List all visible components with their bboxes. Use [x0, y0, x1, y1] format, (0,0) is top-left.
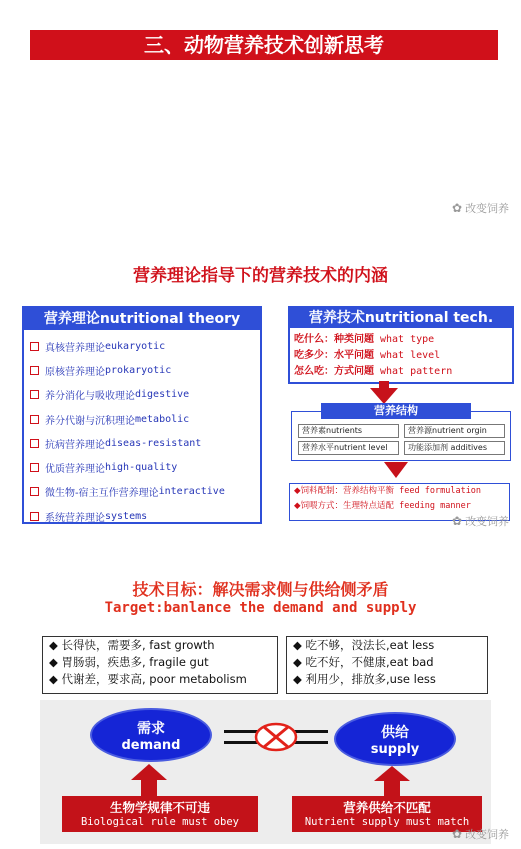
theory-item-en: interactive: [158, 486, 225, 498]
checkbox-icon: [30, 342, 39, 351]
theory-item: [30, 358, 260, 382]
checkbox-icon: [30, 415, 39, 424]
theory-list: [24, 330, 260, 528]
theory-item-zh: 系统营养理论: [45, 512, 105, 524]
section2-title-en: Target:banlance the demand and supply: [104, 600, 417, 616]
theory-item-zh: 微生物-宿主互作营养理论: [45, 488, 159, 500]
formulation-row: [290, 484, 509, 499]
demand-item: ◆ 长得快，需要多, fast growth: [49, 638, 215, 652]
theory-panel-title: 营养理论nutritional theory: [24, 308, 260, 330]
structure-cell: 功能添加剂 additives: [404, 441, 505, 455]
theory-item: [30, 383, 260, 407]
theory-item-en: systems: [105, 510, 148, 522]
supply-item: ◆ 吃不好，不健康,eat bad: [293, 655, 434, 669]
theory-item-zh: 养分代谢与沉积理论: [45, 415, 135, 427]
demand-item: ◆ 胃肠弱，疾患多, fragile gut: [49, 655, 209, 669]
watermark-text: 改变饲养: [465, 515, 510, 528]
not-equal-icon: [224, 720, 328, 754]
theory-item-zh: 养分消化与吸收理论: [45, 391, 135, 403]
demand-oval-en: demand: [121, 738, 181, 753]
wechat-icon: ✿: [452, 827, 463, 841]
tech-row: [294, 364, 512, 380]
wechat-icon: ✿: [452, 514, 463, 528]
down-arrow-icon: [370, 388, 398, 404]
theory-item-en: eukaryotic: [105, 340, 166, 352]
tech-row: [294, 332, 512, 348]
structure-title: 营养结构: [321, 403, 471, 419]
theory-item-en: diseas-resistant: [105, 437, 202, 449]
structure-cell: 营养源nutrient orgin: [404, 424, 505, 438]
supply-oval: [334, 712, 456, 766]
tech-question: 怎么吃：: [294, 366, 334, 377]
demand-oval-zh: 需求: [137, 721, 165, 737]
tech-en: what pattern: [380, 366, 453, 377]
structure-cell: 营养水平nutrient level: [298, 441, 399, 455]
tech-en: what type: [380, 334, 435, 345]
theory-item-zh: 优质营养理论: [45, 464, 105, 476]
checkbox-icon: [30, 439, 39, 448]
theory-item-zh: 原核营养理论: [45, 366, 105, 378]
theory-item: [30, 431, 260, 455]
watermark-text: 改变饲养: [465, 828, 510, 841]
theory-item-zh: 真核营养理论: [45, 342, 105, 354]
demand-item: ◆ 代谢差，要求高, poor metabolism: [49, 672, 247, 686]
formulation-zh: ◆饲料配制：营养结构平衡: [294, 486, 395, 496]
watermark-text: 改变饲养: [465, 202, 510, 215]
supply-oval-zh: 供给: [381, 725, 409, 741]
down-arrow-icon: [384, 462, 408, 478]
tech-answer: 水平问题: [334, 350, 374, 361]
watermark: [452, 200, 509, 216]
up-arrow-icon: [374, 766, 410, 796]
formulation-en: feeding manner: [394, 501, 471, 511]
tech-panel: [288, 306, 514, 384]
supply-item: ◆ 利用少，排放多,use less: [293, 672, 436, 686]
bio-rule-en: Biological rule must obey: [80, 816, 240, 828]
bio-rule-zh: 生物学规律不可违: [109, 800, 210, 815]
tech-question: 吃多少：: [294, 350, 334, 361]
tech-answer: 方式问题: [334, 366, 374, 377]
theory-item-en: metabolic: [135, 413, 190, 425]
structure-cell: 营养素nutrients: [298, 424, 399, 438]
tech-en: what level: [380, 350, 441, 361]
bio-rule-box: [62, 796, 258, 832]
theory-item: [30, 480, 260, 504]
demand-list: [42, 636, 278, 694]
theory-item: [30, 407, 260, 431]
supply-item: ◆ 吃不够，没法长,eat less: [293, 638, 435, 652]
checkbox-icon: [30, 487, 39, 496]
theory-item: [30, 504, 260, 528]
section2-title-cn: 技术目标：解决需求侧与供给侧矛盾: [132, 580, 389, 599]
theory-item: [30, 334, 260, 358]
wechat-icon: ✿: [452, 201, 463, 215]
section1-title: 营养理论指导下的营养技术的内涵: [133, 266, 388, 286]
theory-item-zh: 抗病营养理论: [45, 439, 105, 451]
demand-oval: [90, 708, 212, 762]
mismatch-zh: 营养供给不匹配: [343, 800, 431, 815]
theory-panel: [22, 306, 262, 524]
formulation-zh: ◆饲喂方式：生理特点适配: [294, 501, 395, 511]
supply-list: [286, 636, 488, 694]
theory-item-en: high-quality: [105, 462, 178, 474]
checkbox-icon: [30, 463, 39, 472]
tech-question: 吃什么：: [294, 334, 334, 345]
tech-panel-title: 营养技术nutritional tech.: [290, 308, 512, 328]
watermark: [452, 826, 509, 842]
checkbox-icon: [30, 390, 39, 399]
theory-item-en: digestive: [135, 389, 190, 401]
formulation-en: feed formulation: [394, 486, 482, 496]
theory-item-en: prokaryotic: [105, 364, 172, 376]
tech-row: [294, 348, 512, 364]
up-arrow-icon: [131, 764, 167, 796]
checkbox-icon: [30, 512, 39, 521]
formulation-row: [290, 499, 509, 514]
watermark: [452, 513, 509, 529]
mismatch-en: Nutrient supply must match: [304, 816, 470, 828]
tech-answer: 种类问题: [334, 334, 374, 345]
section-banner: 三、动物营养技术创新思考: [30, 30, 498, 60]
theory-item: [30, 455, 260, 479]
supply-oval-en: supply: [370, 742, 420, 757]
checkbox-icon: [30, 366, 39, 375]
